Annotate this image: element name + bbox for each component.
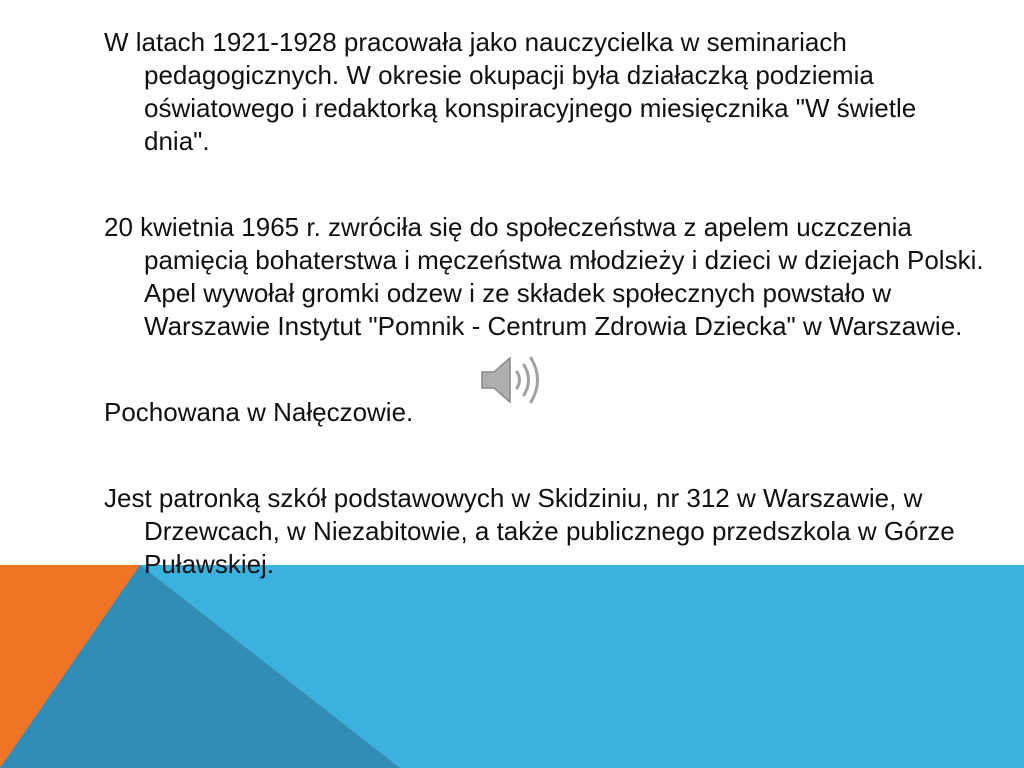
- paragraph-appeal: 20 kwietnia 1965 r. zwróciła się do społeczeństwa z apelem uczczenia pamięcią bohaterstwa i męczeństwa młodzieży i dzieci w dziejach Polski. Apel wywołał gromki odzew i ze składek społecznych powstało w Warszawie Instytut "Pomnik - Centrum Zdrowia Dziecka" w Warszawie.: [104, 212, 984, 341]
- sound-wave-large: [531, 358, 538, 402]
- sound-wave-medium: [524, 365, 529, 395]
- speaker-body: [482, 358, 510, 402]
- paragraph-burial: Pochowana w Nałęczowie.: [104, 397, 414, 427]
- paragraph-patron: Jest patronką szkół podstawowych w Skidziniu, nr 312 w Warszawie, w Drzewcach, w Niezabitowie, a także publicznego przedszkola w Górze Puławskiej.: [104, 483, 955, 579]
- sound-wave-small: [517, 372, 520, 388]
- slide-text: [104, 26, 984, 581]
- paragraph-teaching: W latach 1921-1928 pracowała jako nauczycielka w seminariach pedagogicznych. W okresie okupacji była działaczką podziemia oświatowego i redaktorką konspiracyjnego miesięcznika "W świetle dnia".: [104, 27, 917, 156]
- speaker-icon[interactable]: [476, 350, 546, 410]
